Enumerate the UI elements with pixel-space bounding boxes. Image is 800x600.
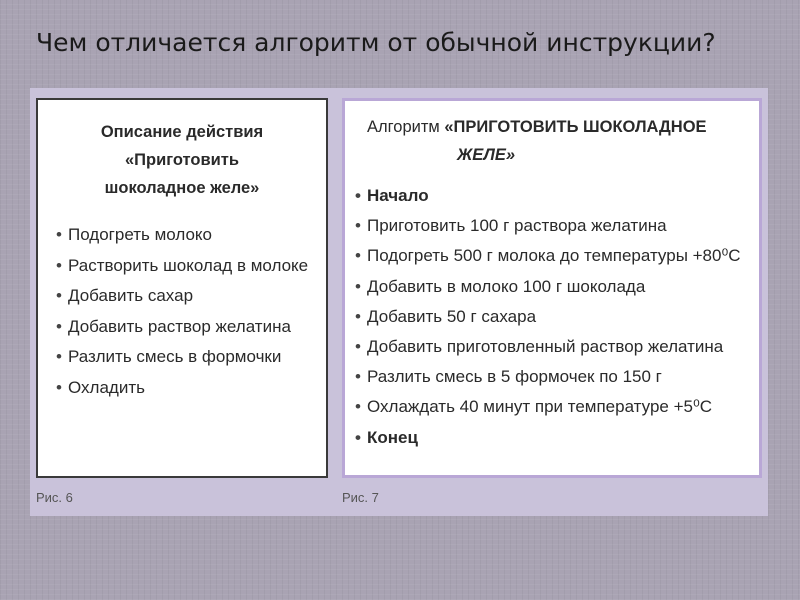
figure-area bbox=[30, 88, 768, 516]
list-item: • Добавить 50 г сахара bbox=[355, 302, 759, 332]
list-item: • Начало bbox=[355, 181, 759, 211]
instruction-heading-line: шоколадное желе» bbox=[104, 179, 260, 197]
list-item: • Добавить приготовленный раствор желатина bbox=[355, 332, 759, 362]
algorithm-heading-line2: ЖЕЛЕ» bbox=[457, 146, 516, 164]
algorithm-panel bbox=[342, 98, 762, 478]
list-item: • Добавить раствор желатина bbox=[56, 312, 326, 343]
figure-caption: Рис. 7 bbox=[342, 490, 379, 505]
instruction-heading bbox=[48, 118, 316, 202]
instruction-heading-line: «Приготовить bbox=[124, 151, 240, 169]
algorithm-heading bbox=[367, 113, 749, 169]
list-item: • Конец bbox=[355, 423, 759, 453]
instruction-panel bbox=[36, 98, 328, 478]
slide-title: Чем отличается алгоритм от обычной инструкции? bbox=[36, 28, 716, 57]
list-item: • Добавить сахар bbox=[56, 281, 326, 312]
list-item: • Разлить смесь в 5 формочек по 150 г bbox=[355, 362, 759, 392]
list-item: • Разлить смесь в формочки bbox=[56, 342, 326, 373]
figure-caption: Рис. 6 bbox=[36, 490, 73, 505]
list-item: • Охладить bbox=[56, 373, 326, 404]
list-item: • Приготовить 100 г раствора желатина bbox=[355, 211, 759, 241]
algorithm-heading-main: «ПРИГОТОВИТЬ ШОКОЛАДНОЕ bbox=[444, 118, 707, 136]
list-item: • Подогреть 500 г молока до температуры +80⁰С bbox=[355, 241, 759, 271]
list-item: • Растворить шоколад в молоке bbox=[56, 251, 326, 282]
list-item: • Подогреть молоко bbox=[56, 220, 326, 251]
instruction-list bbox=[38, 220, 326, 403]
algorithm-list bbox=[345, 181, 759, 453]
list-item: • Охлаждать 40 минут при температуре +5⁰С bbox=[355, 392, 759, 422]
list-item: • Добавить в молоко 100 г шоколада bbox=[355, 272, 759, 302]
algorithm-heading-prefix: Алгоритм bbox=[367, 118, 440, 136]
instruction-heading-line: Описание действия bbox=[100, 123, 264, 141]
